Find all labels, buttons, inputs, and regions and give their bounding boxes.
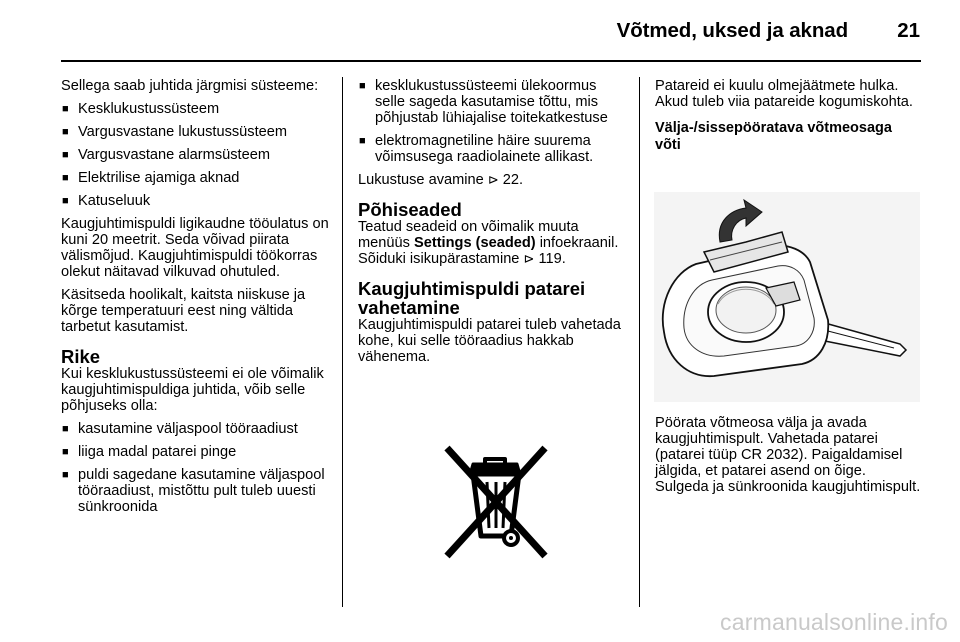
unlock-reference: Lukustuse avamine ⊳ 22. bbox=[358, 172, 524, 188]
fault-intro: Kui kesklukustussüsteemi ei ole võimalik kaugjuhtimispuldiga juhtida, võib selle põhjuseks olla: bbox=[61, 366, 324, 414]
bullet-marker: ■ bbox=[62, 103, 69, 115]
bullet-marker: ■ bbox=[62, 195, 69, 207]
list-item: ■ puldi sagedane kasutamine väljaspool tööraadiust, mistõttu pult tuleb uuesti sünkroonida bbox=[62, 467, 325, 515]
care-paragraph: Käsitseda hoolikalt, kaitsta niiskuse ja kõrge temperatuuri eest ning vältida tarbetut kasutamist. bbox=[61, 287, 306, 335]
page-number: 21 bbox=[897, 19, 920, 42]
list-item: ■ Kesklukustussüsteem bbox=[62, 101, 220, 117]
section-heading-basic-settings: Põhiseaded bbox=[358, 199, 462, 220]
basic-settings-paragraph: Teatud seadeid on võimalik muuta menüüs Settings (seaded) infoekraanil. Sõiduki isikupärastamine ⊳ 119. bbox=[358, 219, 619, 267]
bullet-marker: ■ bbox=[62, 469, 69, 481]
column-2 bbox=[358, 78, 625, 365]
bullet-marker: ■ bbox=[62, 149, 69, 161]
page-reference-icon: ⊳ bbox=[523, 251, 535, 266]
subheading-folding-key: Välja-/sissepööratava võtmeosaga võti bbox=[655, 120, 892, 153]
intro-text: Sellega saab juhtida järgmisi süsteeme: bbox=[61, 78, 319, 94]
list-item: ■ kesklukustussüsteemi ülekoormus selle sageda kasutamise tõttu, mis põhjustab lühiajalise toitekatkestuse bbox=[359, 78, 608, 126]
bullet-marker: ■ bbox=[62, 446, 69, 458]
crossed-out-wheelie-bin-icon bbox=[433, 440, 559, 566]
header-rule bbox=[61, 60, 921, 62]
column-divider-1 bbox=[342, 77, 343, 607]
list-item: ■ Vargusvastane alarmsüsteem bbox=[62, 147, 270, 163]
instructions-paragraph: Pöörata võtmeosa välja ja avada kaugjuhtimispult. Vahetada patarei (patarei tüüp CR 2032). Paigaldamisel jälgida, et patarei asend on õige. Sulgeda ja sünkroonida kaugjuhtimispult. bbox=[655, 415, 921, 495]
list-item: ■ kasutamine väljaspool tööraadiust bbox=[62, 421, 298, 437]
column-1 bbox=[61, 78, 333, 515]
column-3-lower bbox=[655, 415, 921, 495]
range-paragraph: Kaugjuhtimispuldi ligikaudne tööulatus on kuni 20 meetrit. Seda võivad piirata välismõjud. Kaugjuhtimispuldi töökorras olekut näitavad vilkuvad ohutuled. bbox=[61, 216, 329, 280]
column-3 bbox=[655, 78, 921, 154]
list-item: ■ Elektrilise ajamiga aknad bbox=[62, 170, 240, 186]
remote-key-battery-illustration bbox=[654, 192, 920, 402]
column-divider-2 bbox=[639, 77, 640, 607]
list-item: ■ Vargusvastane lukustussüsteem bbox=[62, 124, 288, 140]
battery-paragraph: Kaugjuhtimispuldi patarei tuleb vahetada kohe, kui selle tööraadius hakkab vähenema. bbox=[358, 317, 621, 365]
list-item: ■ Katuseluuk bbox=[62, 193, 151, 209]
watermark: carmanualsonline.info bbox=[720, 609, 948, 635]
bullet-marker: ■ bbox=[359, 135, 366, 147]
page-title: Võtmed, uksed ja aknad bbox=[616, 19, 848, 42]
page-reference-icon: ⊳ bbox=[487, 172, 499, 187]
list-item: ■ elektromagnetiline häire suurema võimsusega raadiolainete allikast. bbox=[359, 133, 594, 165]
section-heading-fault: Rike bbox=[61, 346, 101, 367]
bullet-marker: ■ bbox=[359, 80, 366, 92]
section-heading-battery: Kaugjuhtimispuldi patarei vahetamine bbox=[358, 278, 586, 318]
disposal-paragraph: Patareid ei kuulu olmejäätmete hulka. Akud tuleb viia patareide kogumiskohta. bbox=[655, 78, 913, 110]
list-item: ■ liiga madal patarei pinge bbox=[62, 444, 237, 460]
menu-name: Settings (seaded) bbox=[413, 235, 536, 251]
bullet-marker: ■ bbox=[62, 423, 69, 435]
bullet-marker: ■ bbox=[62, 172, 69, 184]
bullet-marker: ■ bbox=[62, 126, 69, 138]
